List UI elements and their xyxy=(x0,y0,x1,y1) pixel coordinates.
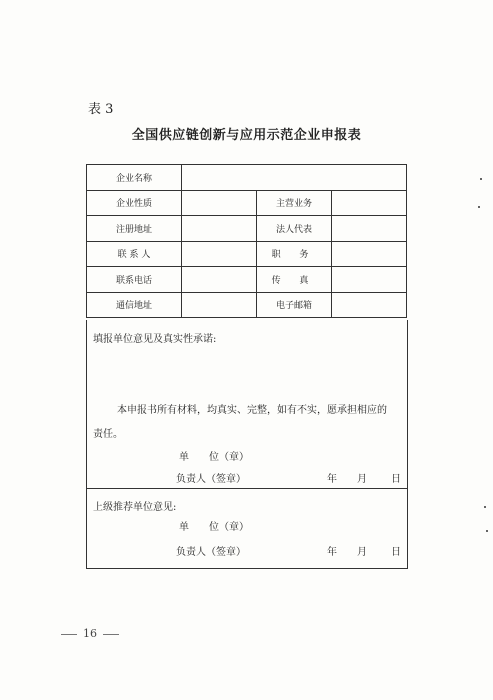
application-form-table xyxy=(86,164,407,318)
field-label-main-business: 主营业务 xyxy=(257,190,332,216)
table-row xyxy=(87,216,407,242)
pledge-text-line1: 本申报书所有材料，均真实、完整，如有不实，愿承担相应的 xyxy=(117,405,387,416)
year-label: 年 xyxy=(327,547,337,558)
reg-address-field[interactable] xyxy=(182,216,257,242)
main-business-field[interactable] xyxy=(332,190,407,216)
responsible-signature-label: 负责人（签章） xyxy=(176,474,246,485)
table-row xyxy=(87,190,407,216)
company-nature-field[interactable] xyxy=(182,190,257,216)
field-label-phone: 联系电话 xyxy=(87,267,182,293)
field-label-position: 职 务 xyxy=(257,241,332,267)
scan-speck xyxy=(484,506,486,508)
mail-address-field[interactable] xyxy=(182,292,257,318)
form-title: 全国供应链创新与应用示范企业申报表 xyxy=(131,128,362,143)
month-label: 月 xyxy=(357,474,367,485)
page-number xyxy=(0,627,180,640)
field-label-mail-address: 通信地址 xyxy=(87,292,182,318)
field-label-contact: 联 系 人 xyxy=(87,241,182,267)
field-label-fax: 传 真 xyxy=(257,267,332,293)
position-field[interactable] xyxy=(332,241,407,267)
month-label: 月 xyxy=(357,547,367,558)
page-number-text: 16 xyxy=(83,627,97,640)
day-label: 日 xyxy=(391,547,401,558)
field-label-legal-rep: 法人代表 xyxy=(257,216,332,242)
year-label: 年 xyxy=(327,474,337,485)
field-label-email: 电子邮箱 xyxy=(257,292,332,318)
scan-speck xyxy=(486,530,488,532)
table-row xyxy=(87,241,407,267)
table-label: 表 3 xyxy=(88,102,114,117)
applicant-opinion-heading: 填报单位意见及真实性承诺: xyxy=(93,334,217,345)
field-label-reg-address: 注册地址 xyxy=(87,216,182,242)
dash-right xyxy=(103,634,119,635)
contact-field[interactable] xyxy=(182,241,257,267)
legal-rep-field[interactable] xyxy=(332,216,407,242)
fax-field[interactable] xyxy=(332,267,407,293)
applicant-opinion-section xyxy=(86,320,408,489)
unit-seal-label: 单 位（章） xyxy=(179,452,249,463)
responsible-signature-label: 负责人（签章） xyxy=(176,547,246,558)
scan-speck xyxy=(480,178,482,180)
email-field[interactable] xyxy=(332,292,407,318)
table-row xyxy=(87,292,407,318)
scan-speck xyxy=(478,206,480,208)
dash-left xyxy=(61,634,77,635)
table-row xyxy=(87,165,407,191)
phone-field[interactable] xyxy=(182,267,257,293)
unit-seal-label: 单 位（章） xyxy=(179,522,249,533)
table-row xyxy=(87,267,407,293)
company-name-field[interactable] xyxy=(182,165,407,191)
pledge-text-line2: 责任。 xyxy=(93,429,123,440)
field-label-company-nature: 企业性质 xyxy=(87,190,182,216)
day-label: 日 xyxy=(391,474,401,485)
recommender-opinion-section xyxy=(86,488,408,569)
field-label-company-name: 企业名称 xyxy=(87,165,182,191)
recommender-opinion-heading: 上级推荐单位意见: xyxy=(93,502,177,513)
